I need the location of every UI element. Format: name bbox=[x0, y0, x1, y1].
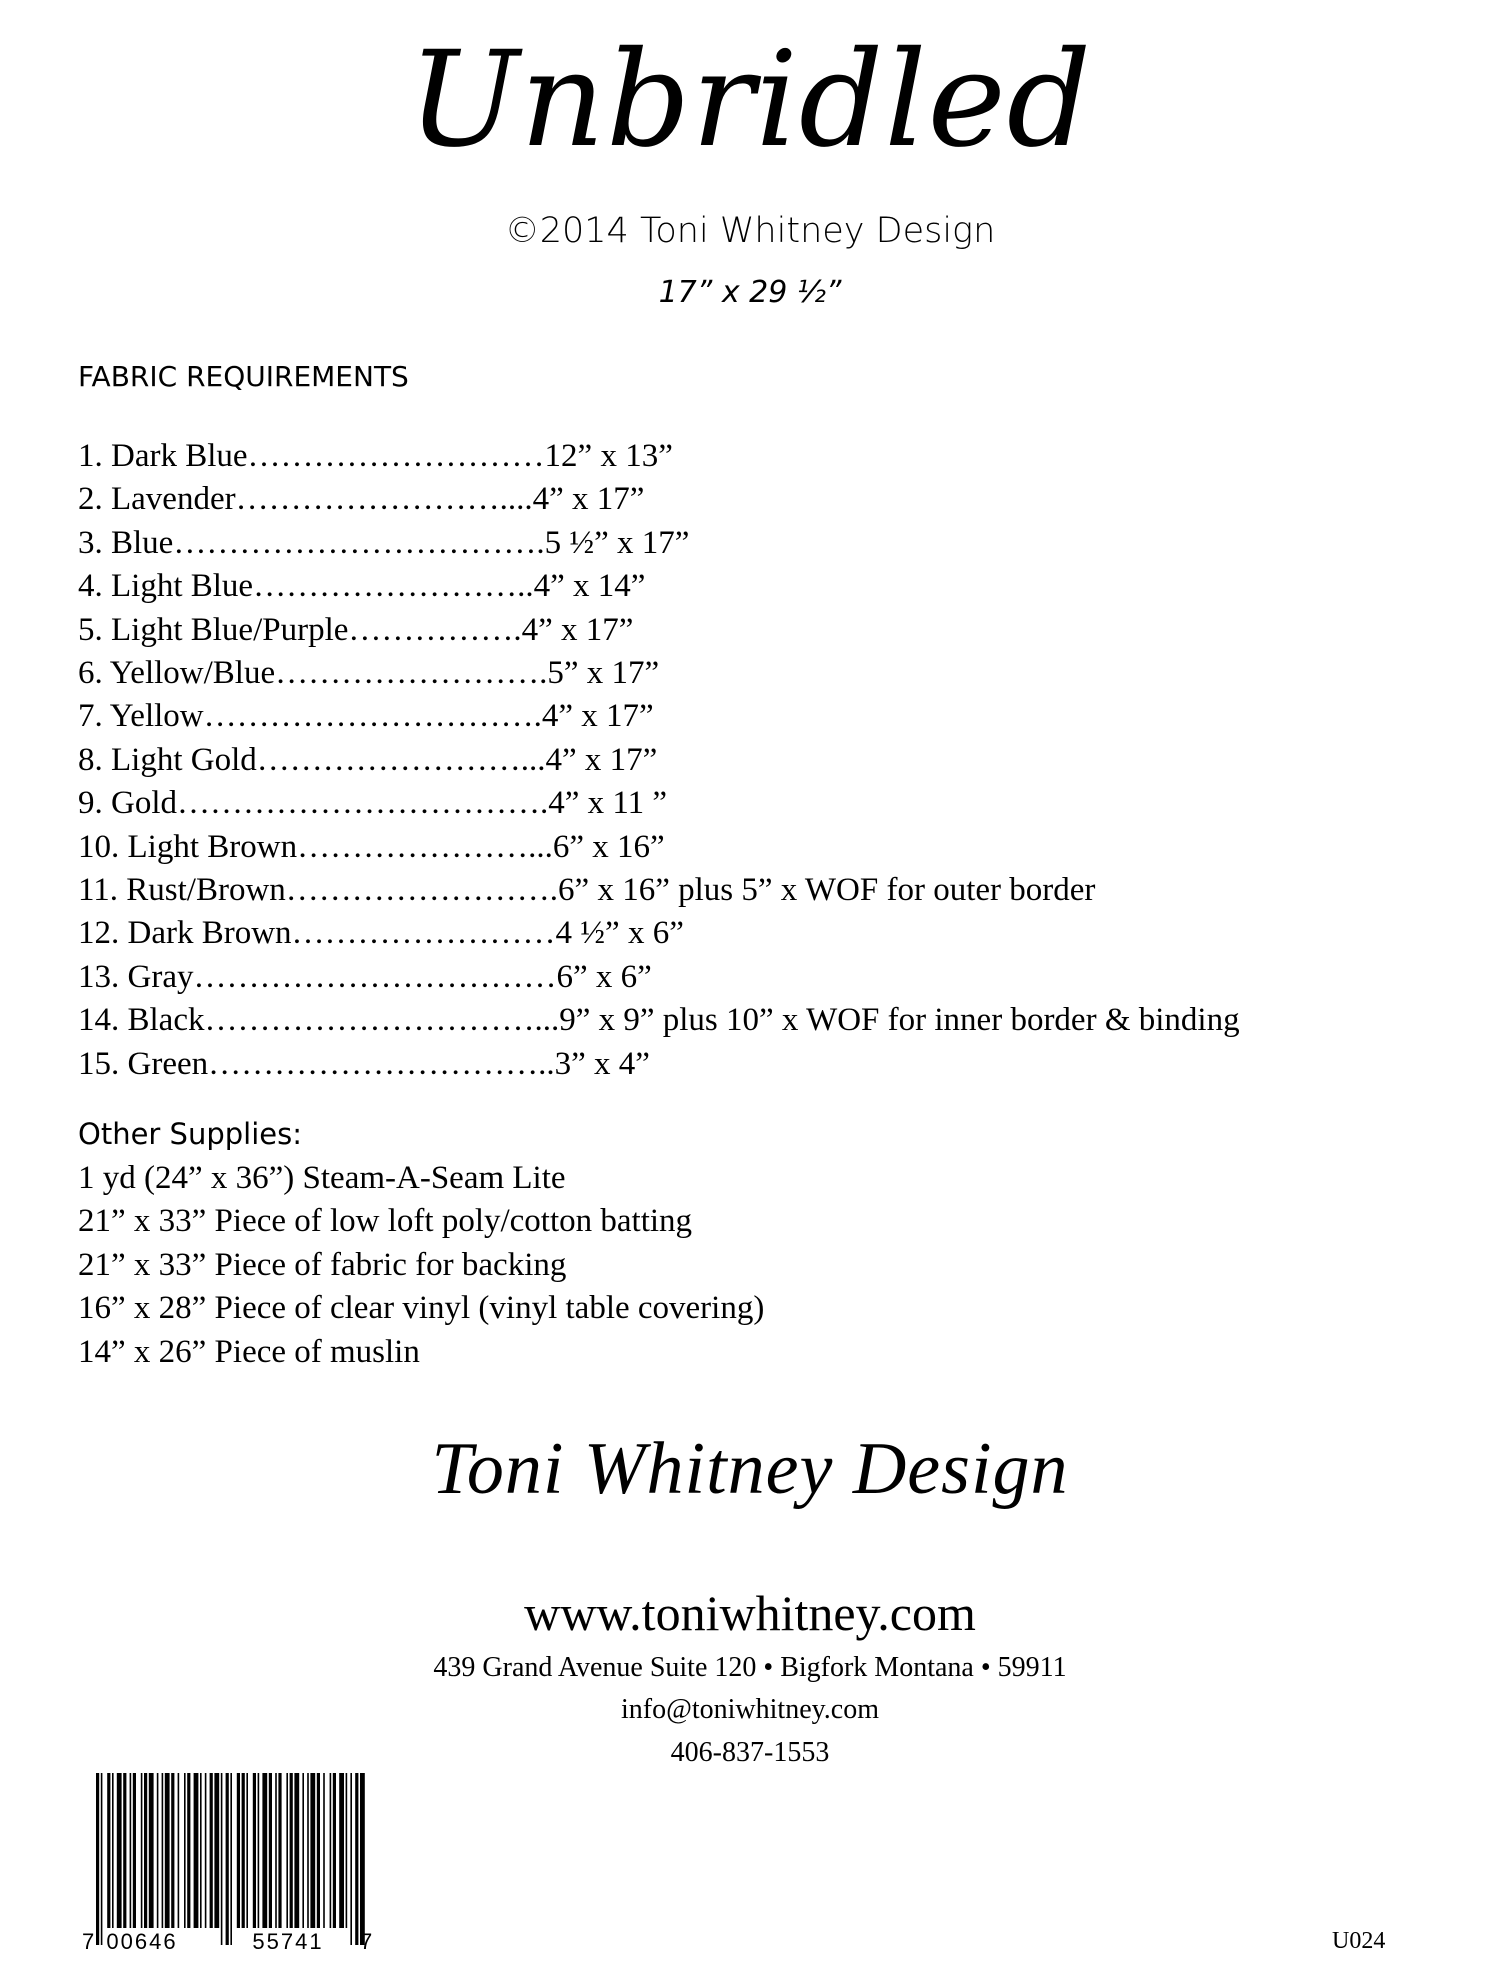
phone-number: 406-837-1553 bbox=[670, 1737, 830, 1768]
finished-size: 17” x 29 ½” bbox=[658, 275, 842, 310]
fabric-item: 11. Rust/Brown…………………….6” x 16” plus 5” x WOF for outer border bbox=[78, 872, 1096, 909]
supply-item: 21” x 33” Piece of fabric for backing bbox=[78, 1246, 567, 1283]
fabric-item: 3. Blue…………………………….5 ½” x 17” bbox=[78, 524, 690, 561]
fabric-item: 7. Yellow………………………….4” x 17” bbox=[78, 698, 654, 735]
fabric-requirements-list bbox=[78, 435, 1240, 1086]
barcode-bars bbox=[96, 1773, 365, 1945]
fabric-item: 2. Lavender……………………....4” x 17” bbox=[78, 481, 645, 518]
fabric-item: 1. Dark Blue………………………12” x 13” bbox=[78, 438, 673, 474]
brand-name: Toni Whitney Design bbox=[431, 1428, 1069, 1510]
pattern-title: Unbridled bbox=[407, 23, 1093, 177]
fabric-item: 10. Light Brown…………………...6” x 16” bbox=[78, 828, 665, 865]
fabric-item: 4. Light Blue……………………..4” x 14” bbox=[78, 568, 646, 605]
other-supplies-list bbox=[78, 1157, 764, 1374]
fabric-requirements-heading: FABRIC REQUIREMENTS bbox=[78, 360, 409, 393]
fabric-item: 9. Gold…………………………….4” x 11 ” bbox=[78, 785, 668, 822]
postal-address: 439 Grand Avenue Suite 120 • Bigfork Montana • 59911 bbox=[433, 1652, 1067, 1683]
supply-item: 1 yd (24” x 36”) Steam-A-Seam Lite bbox=[78, 1160, 566, 1196]
other-supplies-heading: Other Supplies: bbox=[78, 1117, 302, 1151]
barcode-group-right: 55741 bbox=[252, 1929, 324, 1954]
product-code: U024 bbox=[1332, 1928, 1386, 1954]
fabric-item: 13. Gray……………………………6” x 6” bbox=[78, 958, 652, 995]
fabric-item: 5. Light Blue/Purple…………….4” x 17” bbox=[78, 611, 634, 648]
fabric-item: 8. Light Gold……………………...4” x 17” bbox=[78, 741, 658, 778]
supply-item: 21” x 33” Piece of low loft poly/cotton batting bbox=[78, 1203, 693, 1240]
copyright-line: ©2014 Toni Whitney Design bbox=[504, 211, 996, 251]
barcode-group-left: 00646 bbox=[106, 1929, 178, 1954]
supply-item: 16” x 28” Piece of clear vinyl (vinyl table covering) bbox=[78, 1290, 765, 1327]
barcode bbox=[80, 1773, 375, 1955]
barcode-digit-right: 7 bbox=[360, 1929, 373, 1954]
barcode-digit-left: 7 bbox=[82, 1929, 95, 1954]
fabric-item: 14. Black…………………………...9” x 9” plus 10” x WOF for inner border & binding bbox=[78, 1002, 1240, 1039]
fabric-item: 12. Dark Brown……………………4 ½” x 6” bbox=[78, 915, 684, 952]
fabric-item: 6. Yellow/Blue…………………….5” x 17” bbox=[78, 655, 660, 692]
website-url: www.toniwhitney.com bbox=[524, 1585, 976, 1641]
fabric-item: 15. Green…………………………..3” x 4” bbox=[78, 1045, 650, 1082]
supply-item: 14” x 26” Piece of muslin bbox=[78, 1333, 420, 1370]
email-address: info@toniwhitney.com bbox=[620, 1694, 880, 1725]
